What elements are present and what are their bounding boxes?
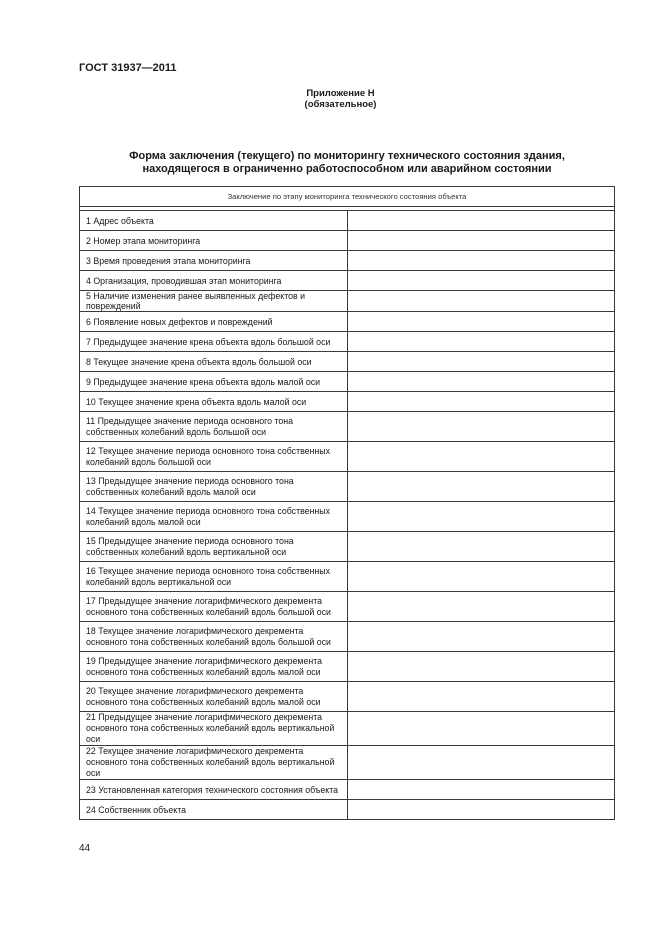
table-row	[80, 532, 615, 562]
row-value-cell[interactable]	[347, 682, 615, 712]
row-label: 10 Текущее значение крена объекта вдоль малой оси	[80, 392, 348, 412]
row-label: 13 Предыдущее значение периода основного тона собственных колебаний вдоль малой оси	[80, 472, 348, 502]
row-label: 19 Предыдущее значение логарифмического декремента основного тона собственных колебаний вдоль малой оси	[80, 652, 348, 682]
row-label: 7 Предыдущее значение крена объекта вдоль большой оси	[80, 332, 348, 352]
table-row	[80, 800, 615, 820]
table-row	[80, 312, 615, 332]
row-label: 3 Время проведения этапа мониторинга	[80, 251, 348, 271]
row-value-cell[interactable]	[347, 251, 615, 271]
row-value-cell[interactable]	[347, 652, 615, 682]
row-label: 6 Появление новых дефектов и повреждений	[80, 312, 348, 332]
table-row	[80, 622, 615, 652]
form-title-line-2: находящегося в ограниченно работоспособном или аварийном состоянии	[142, 163, 552, 175]
row-value-cell[interactable]	[347, 712, 615, 746]
row-value-cell[interactable]	[347, 231, 615, 251]
table-row	[80, 712, 615, 746]
table-row	[80, 271, 615, 291]
row-label: 5 Наличие изменения ранее выявленных дефектов и повреждений	[80, 291, 348, 312]
table-row	[80, 472, 615, 502]
row-value-cell[interactable]	[347, 532, 615, 562]
row-label: 2 Номер этапа мониторинга	[80, 231, 348, 251]
row-value-cell[interactable]	[347, 291, 615, 312]
table-row	[80, 780, 615, 800]
row-label: 11 Предыдущее значение периода основного тона собственных колебаний вдоль большой оси	[80, 412, 348, 442]
row-label: 18 Текущее значение логарифмического декремента основного тона собственных колебаний вдоль большой оси	[80, 622, 348, 652]
row-label: 14 Текущее значение периода основного тона собственных колебаний вдоль малой оси	[80, 502, 348, 532]
row-label: 17 Предыдущее значение логарифмического декремента основного тона собственных колебаний вдоль большой оси	[80, 592, 348, 622]
table-row	[80, 562, 615, 592]
row-label: 16 Текущее значение периода основного тона собственных колебаний вдоль вертикальной оси	[80, 562, 348, 592]
page-number: 44	[79, 843, 91, 854]
table-row	[80, 682, 615, 712]
appendix-status: (обязательное)	[304, 99, 377, 110]
row-value-cell[interactable]	[347, 746, 615, 780]
appendix-title: Приложение Н	[306, 88, 375, 99]
form-title-line-1: Форма заключения (текущего) по мониторингу технического состояния здания,	[129, 150, 565, 162]
table-row	[80, 412, 615, 442]
row-label: 20 Текущее значение логарифмического декремента основного тона собственных колебаний вдоль малой оси	[80, 682, 348, 712]
row-value-cell[interactable]	[347, 312, 615, 332]
table-row	[80, 332, 615, 352]
table-row	[80, 392, 615, 412]
form-title	[79, 150, 615, 176]
row-value-cell[interactable]	[347, 502, 615, 532]
row-value-cell[interactable]	[347, 622, 615, 652]
row-value-cell[interactable]	[347, 592, 615, 622]
table-row	[80, 442, 615, 472]
row-label: 9 Предыдущее значение крена объекта вдоль малой оси	[80, 372, 348, 392]
row-value-cell[interactable]	[347, 412, 615, 442]
table-row	[80, 291, 615, 312]
row-value-cell[interactable]	[347, 332, 615, 352]
row-label: 1 Адрес объекта	[80, 211, 348, 231]
table-row	[80, 746, 615, 780]
row-label: 23 Установленная категория технического состояния объекта	[80, 780, 348, 800]
table-row	[80, 352, 615, 372]
row-label: 21 Предыдущее значение логарифмического декремента основного тона собственных колебаний вдоль вертикальной оси	[80, 712, 348, 746]
table-row	[80, 652, 615, 682]
row-value-cell[interactable]	[347, 562, 615, 592]
table-row	[80, 231, 615, 251]
row-value-cell[interactable]	[347, 800, 615, 820]
row-label: 8 Текущее значение крена объекта вдоль большой оси	[80, 352, 348, 372]
conclusion-table	[79, 186, 615, 820]
row-value-cell[interactable]	[347, 472, 615, 502]
row-value-cell[interactable]	[347, 372, 615, 392]
table-row	[80, 211, 615, 231]
row-label: 15 Предыдущее значение периода основного тона собственных колебаний вдоль вертикальной оси	[80, 532, 348, 562]
row-value-cell[interactable]	[347, 352, 615, 372]
document-id: ГОСТ 31937—2011	[79, 62, 177, 74]
table-header-row	[80, 187, 615, 207]
row-value-cell[interactable]	[347, 442, 615, 472]
appendix-heading	[0, 88, 661, 110]
table-row	[80, 251, 615, 271]
row-value-cell[interactable]	[347, 211, 615, 231]
row-label: 4 Организация, проводившая этап мониторинга	[80, 271, 348, 291]
row-value-cell[interactable]	[347, 392, 615, 412]
table-header: Заключение по этапу мониторинга технического состояния объекта	[80, 187, 615, 207]
row-value-cell[interactable]	[347, 271, 615, 291]
table-row	[80, 592, 615, 622]
row-label: 22 Текущее значение логарифмического декремента основного тона собственных колебаний вдоль вертикальной оси	[80, 746, 348, 780]
row-label: 12 Текущее значение периода основного тона собственных колебаний вдоль большой оси	[80, 442, 348, 472]
row-label: 24 Собственник объекта	[80, 800, 348, 820]
table-row	[80, 372, 615, 392]
row-value-cell[interactable]	[347, 780, 615, 800]
table-row	[80, 502, 615, 532]
